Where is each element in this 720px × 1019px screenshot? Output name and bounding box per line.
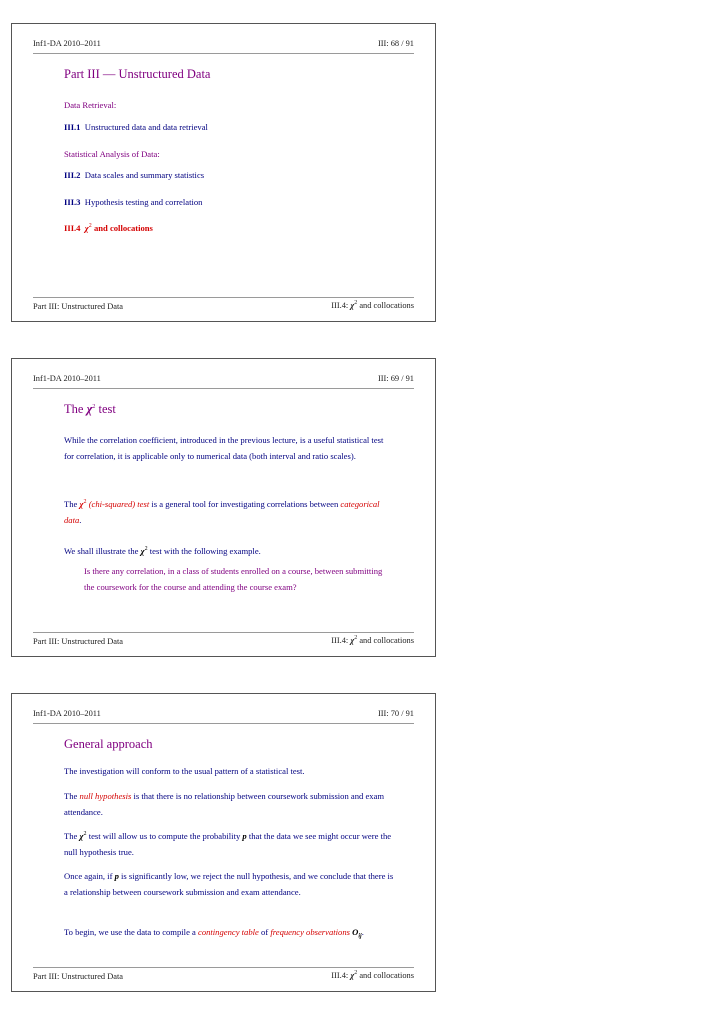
text: The bbox=[64, 831, 78, 841]
superscript: 2 bbox=[144, 546, 148, 553]
text: To begin, we use the data to compile a bbox=[64, 927, 196, 937]
slide-title: Part III — Unstructured Data bbox=[64, 67, 211, 81]
emphasis: contingency table bbox=[198, 927, 259, 937]
superscript: 2 bbox=[354, 635, 358, 642]
chi-symbol: χ bbox=[350, 636, 355, 645]
title-text: The bbox=[64, 402, 84, 416]
paragraph bbox=[64, 868, 394, 900]
superscript: 2 bbox=[83, 499, 87, 506]
course-label: Inf1-DA 2010–2011 bbox=[33, 39, 101, 48]
slide-footer bbox=[33, 967, 414, 982]
variable-p: p bbox=[242, 831, 247, 841]
text: that the data we see might occur were the null hypothesis true. bbox=[64, 831, 392, 857]
section-heading: Data Retrieval: bbox=[64, 100, 117, 110]
section-heading: Statistical Analysis of Data: bbox=[64, 149, 160, 159]
toc-item-iii1[interactable] bbox=[64, 122, 208, 132]
chi-symbol: χ bbox=[86, 402, 93, 416]
paragraph: While the correlation coefficient, introduced in the previous lecture, is a useful statistical test for correlation, it is applicable only to numerical data (both interval and ratio scales). bbox=[64, 435, 384, 461]
toc-number: III.3 bbox=[64, 197, 81, 207]
footer-section bbox=[331, 301, 414, 310]
superscript: 2 bbox=[88, 223, 92, 230]
footer-part: Part III: Unstructured Data bbox=[33, 972, 123, 981]
paragraph bbox=[64, 924, 394, 945]
text: test with the following example. bbox=[149, 546, 261, 556]
footer-section bbox=[331, 971, 414, 980]
slide-title: General approach bbox=[64, 737, 153, 751]
slide-header bbox=[33, 39, 414, 54]
emphasis: null hypothesis bbox=[79, 791, 132, 801]
toc-text: and collocations bbox=[93, 223, 153, 233]
chi-symbol: χ bbox=[84, 223, 89, 233]
text: is significantly low, we reject the null hypothesis, and we conclude that there is a relationship between coursework submission and exam attendance. bbox=[64, 871, 394, 897]
slide-header bbox=[33, 374, 414, 389]
slide-68 bbox=[11, 23, 436, 322]
chi-symbol: χ bbox=[350, 971, 355, 980]
toc-item-iii3[interactable] bbox=[64, 197, 202, 207]
chi-symbol: χ bbox=[350, 301, 355, 310]
superscript: 2 bbox=[92, 403, 96, 410]
page-number: III: 68 / 91 bbox=[377, 39, 414, 48]
paragraph bbox=[64, 788, 394, 820]
slide-70 bbox=[11, 693, 436, 992]
footer-suffix: and collocations bbox=[359, 301, 414, 310]
page-number: III: 69 / 91 bbox=[377, 374, 414, 383]
text: We shall illustrate the bbox=[64, 546, 139, 556]
text: . bbox=[361, 927, 364, 937]
course-label: Inf1-DA 2010–2011 bbox=[33, 709, 101, 718]
text: . bbox=[79, 515, 82, 525]
toc-item-iii2[interactable] bbox=[64, 170, 204, 180]
toc-text: Hypothesis testing and correlation bbox=[84, 197, 203, 207]
toc-text: Data scales and summary statistics bbox=[84, 170, 205, 180]
superscript: 2 bbox=[83, 831, 87, 838]
title-text: test bbox=[98, 402, 116, 416]
text: of bbox=[261, 927, 269, 937]
paragraph: The investigation will conform to the usual pattern of a statistical test. bbox=[64, 766, 305, 776]
text: test will allow us to compute the probability bbox=[88, 831, 241, 841]
slide-header bbox=[33, 709, 414, 724]
example-quote: Is there any correlation, in a class of students enrolled on a course, between submitting the coursework for the course and attending the course exam? bbox=[84, 566, 383, 592]
superscript: 2 bbox=[354, 970, 358, 977]
footer-suffix: and collocations bbox=[359, 636, 414, 645]
slide-footer bbox=[33, 297, 414, 312]
chi-symbol: χ bbox=[140, 546, 145, 556]
course-label: Inf1-DA 2010–2011 bbox=[33, 374, 101, 383]
variable-o: O bbox=[352, 927, 359, 937]
toc-number: III.2 bbox=[64, 170, 81, 180]
footer-prefix: III.4: bbox=[331, 636, 349, 645]
text: Once again, if bbox=[64, 871, 113, 881]
toc-text: Unstructured data and data retrieval bbox=[84, 122, 208, 132]
chi-symbol: χ bbox=[79, 831, 84, 841]
emphasis: categorical data bbox=[64, 499, 380, 525]
text: The bbox=[64, 791, 78, 801]
paragraph bbox=[64, 496, 394, 528]
toc-number: III.1 bbox=[64, 122, 81, 132]
slide-footer bbox=[33, 632, 414, 647]
paragraph bbox=[64, 543, 394, 559]
slide-69 bbox=[11, 358, 436, 657]
text: The bbox=[64, 499, 78, 509]
superscript: 2 bbox=[354, 300, 358, 307]
footer-part: Part III: Unstructured Data bbox=[33, 302, 123, 311]
slide-title bbox=[64, 402, 116, 417]
emphasis: frequency observations bbox=[270, 927, 350, 937]
text: is a general tool for investigating correlations between bbox=[151, 499, 339, 509]
chi-symbol: χ bbox=[79, 499, 84, 509]
toc-item-iii4[interactable] bbox=[64, 223, 153, 233]
footer-part: Part III: Unstructured Data bbox=[33, 637, 123, 646]
subscript: ij bbox=[358, 933, 362, 940]
footer-prefix: III.4: bbox=[331, 971, 349, 980]
emphasis: (chi-squared) test bbox=[88, 499, 150, 509]
footer-section bbox=[331, 636, 414, 645]
toc-number: III.4 bbox=[64, 223, 81, 233]
footer-suffix: and collocations bbox=[359, 971, 414, 980]
text: is that there is no relationship between coursework submission and exam attendance. bbox=[64, 791, 385, 817]
variable-p: p bbox=[114, 871, 119, 881]
page-number: III: 70 / 91 bbox=[377, 709, 414, 718]
paragraph bbox=[64, 828, 394, 860]
footer-prefix: III.4: bbox=[331, 301, 349, 310]
